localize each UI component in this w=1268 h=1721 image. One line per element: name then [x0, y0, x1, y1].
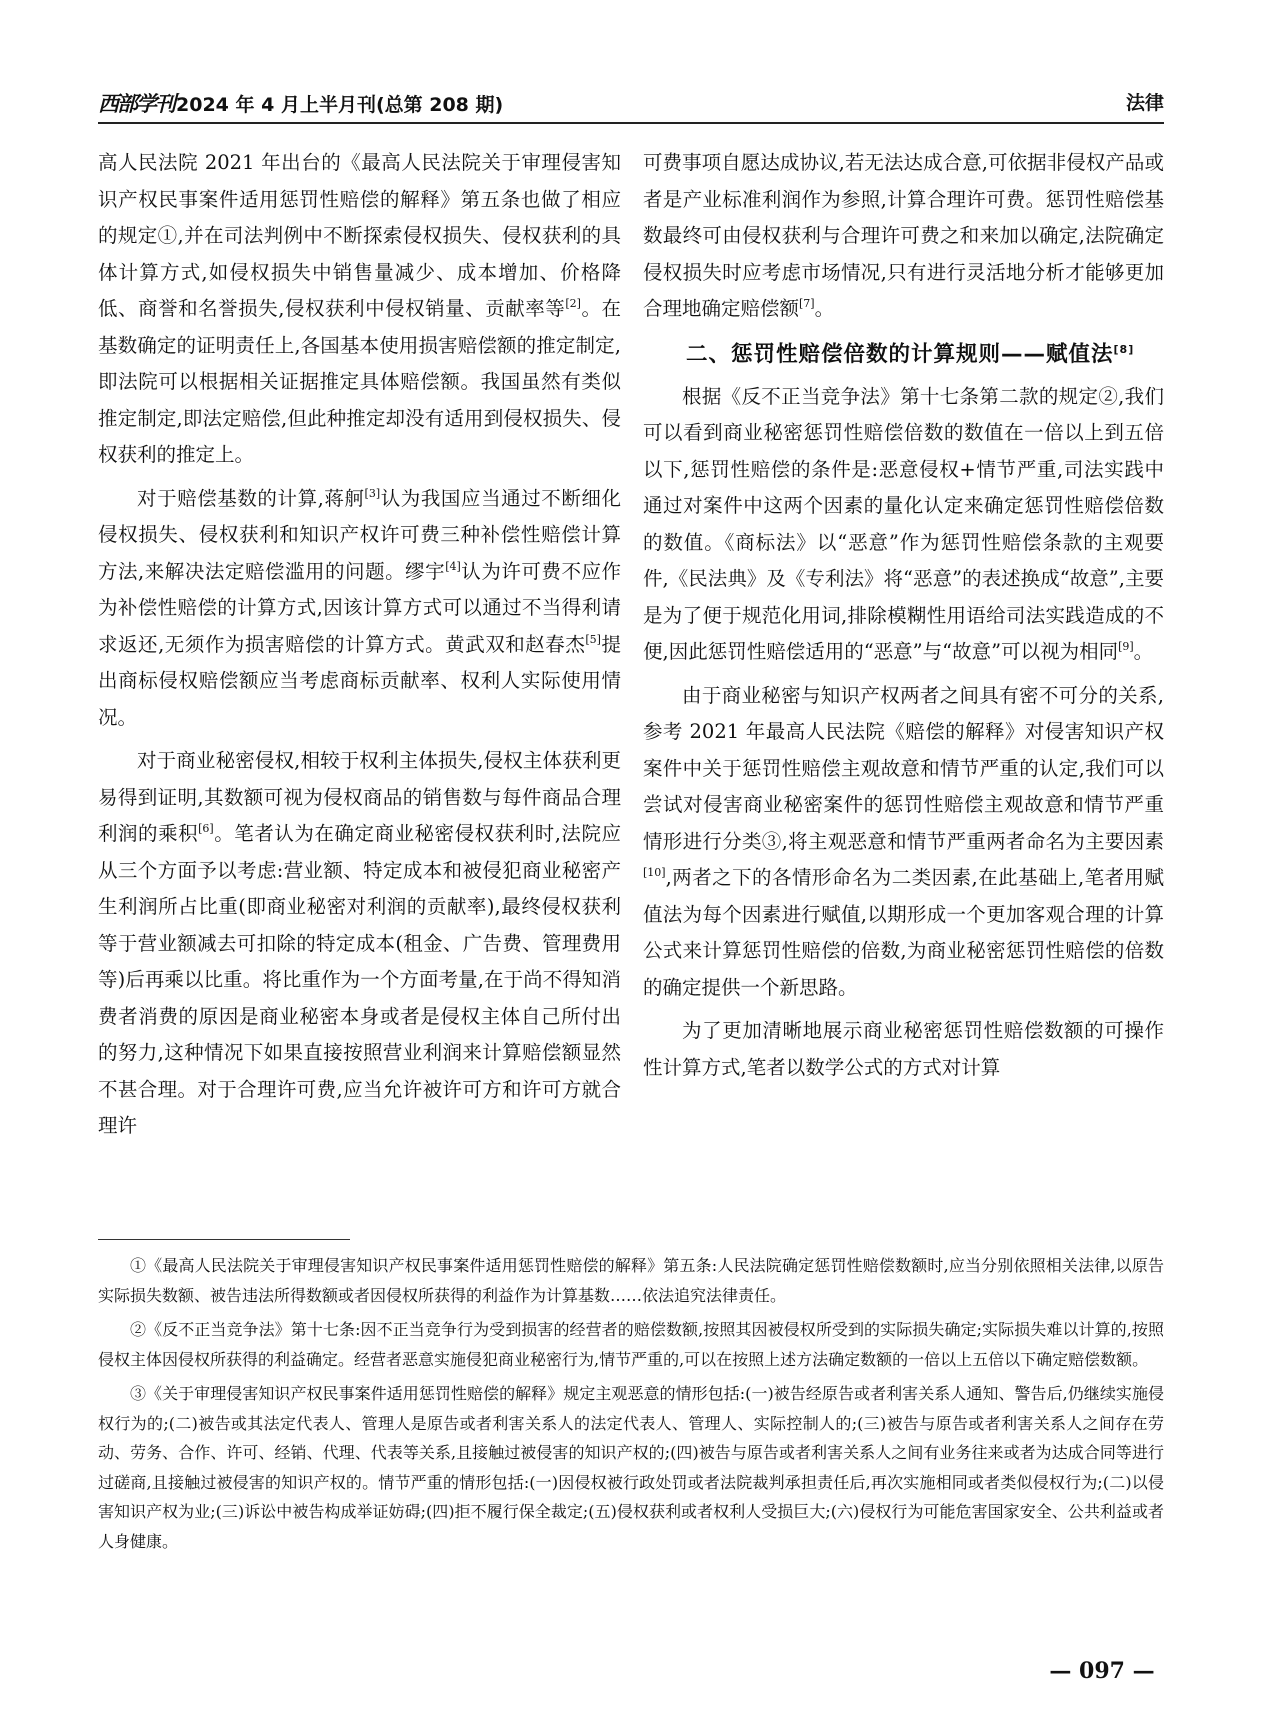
citation: [8] [1113, 342, 1135, 356]
paragraph: 对于商业秘密侵权,相较于权利主体损失,侵权主体获利更易得到证明,其数额可视为侵权商品的销售数与每件商品合理利润的乘积[6]。笔者认为在确定商业秘密侵权获利时,法院应从三个方面予以考虑:营业额、特定成本和被侵犯商业秘密产生利润所占比重(即商业秘密对利润的贡献率),最终侵权获利等于营业额减去可扣除的特定成本(租金、广告费、管理费用等)后再乘以比重。将比重作为一个方面考量,在于尚不得知消费者消费的原因是商业秘密本身或者是侵权主体自己所付出的努力,这种情况下如果直接按照营业利润来计算赔偿额显然不甚合理。对于合理许可费,应当允许被许可方和许可方就合理许 [98, 749, 621, 1137]
paragraph: 根据《反不正当竞争法》第十七条第二款的规定②,我们可以看到商业秘密惩罚性赔偿倍数的数值在一倍以上到五倍以下,惩罚性赔偿的条件是:恶意侵权+情节严重,司法实践中通过对案件中这两个因素的量化认定来确定惩罚性赔偿倍数的数值。《商标法》以“恶意”作为惩罚性赔偿条款的主观要件,《民法典》及《专利法》将“恶意”的表述换成“故意”,主要是为了便于规范化用词,排除模糊性用语给司法实践造成的不便,因此惩罚性赔偿适用的“恶意”与“故意”可以视为相同[9]。 [643, 384, 1164, 663]
citation: [3] [364, 486, 381, 500]
footnote-3: ③《关于审理侵害知识产权民事案件适用惩罚性赔偿的解释》规定主观恶意的情形包括:(一)被告经原告或者利害关系人通知、警告后,仍继续实施侵权行为的;(二)被告或其法定代表人、管理人是原告或者利害关系人的法定代表人、管理人、实际控制人的;(三)被告与原告或者利害关系人之间存在劳动、劳务、合作、许可、经销、代理、代表等关系,且接触过被侵害的知识产权的;(四)被告与原告或者利害关系人之间有业务往来或者为达成合同等进行过磋商,且接触过被侵害的知识产权的。情节严重的情形包括:(一)因侵权被行政处罚或者法院裁判承担责任后,再次实施相同或者类似侵权行为;(二)以侵害知识产权为业;(三)诉讼中被告构成举证妨碍;(四)拒不履行保全裁定;(五)侵权获利或者权利人受损巨大;(六)侵权行为可能危害国家安全、公共利益或者人身健康。 [98, 1384, 1164, 1551]
citation: [5] [585, 632, 601, 646]
paragraph: 对于赔偿基数的计算,蒋舸[3]认为我国应当通过不断细化侵权损失、侵权获利和知识产权许可费三种补偿性赔偿计算方法,来解决法定赔偿滥用的问题。缪宇[4]认为许可费不应作为补偿性赔偿的计算方式,因该计算方式可以通过不当得利请求返还,无须作为损害赔偿的计算方式。黄武双和赵春杰[5]提出商标侵权赔偿额应当考虑商标贡献率、权利人实际使用情况。 [98, 486, 621, 729]
footnotes [98, 1251, 1164, 1561]
running-header [98, 84, 1164, 124]
citation: [10] [643, 866, 666, 879]
journal-logo: 西部学刊 [98, 91, 174, 116]
footnote-1: ①《最高人民法院关于审理侵害知识产权民事案件适用惩罚性赔偿的解释》第五条:人民法院确定惩罚性赔偿数额时,应当分别依照相关法律,以原告实际损失数额、被告违法所得数额或者因侵权所获得的利益作为计算基数……依法追究法律责任。 [98, 1256, 1164, 1305]
paragraph: 高人民法院 2021 年出台的《最高人民法院关于审理侵害知识产权民事案件适用惩罚性赔偿的解释》第五条也做了相应的规定①,并在司法判例中不断探索侵权损失、侵权获利的具体计算方式,如侵权损失中销售量减少、成本增加、价格降低、商誉和名誉损失,侵权获利中侵权销量、贡献率等[2]。在基数确定的证明责任上,各国基本使用损害赔偿额的推定制定,即法院可以根据相关证据推定具体赔偿额。我国虽然有类似推定制定,即法定赔偿,但此种推定却没有适用到侵权损失、侵权获利的推定上。 [98, 151, 621, 466]
citation: [6] [198, 822, 214, 835]
section-label: 法律 [1125, 92, 1164, 114]
section-heading: 二、惩罚性赔偿倍数的计算规则——赋值法[8] [686, 341, 1135, 367]
citation: [9] [1118, 640, 1134, 653]
page-number: — 097 — [1049, 1658, 1155, 1684]
paragraph: 可费事项自愿达成协议,若无法达成合意,可依据非侵权产品或者是产业标准利润作为参照,计算合理许可费。惩罚性赔偿基数最终可由侵权获利与合理许可费之和来加以确定,法院确定侵权损失时应考虑市场情况,只有进行灵活地分析才能够更加合理地确定赔偿额[7]。 [643, 151, 1164, 320]
citation: [7] [799, 297, 815, 310]
header-journal-info [98, 88, 503, 118]
footnote-2: ②《反不正当竞争法》第十七条:因不正当竞争行为受到损害的经营者的赔偿数额,按照其因被侵权所受到的实际损失确定;实际损失难以计算的,按照侵权主体因侵权所获得的利益确定。经营者恶意实施侵犯商业秘密行为,情节严重的,可以在按照上述方法确定数额的一倍以上五倍以下确定赔偿数额。 [98, 1320, 1164, 1369]
citation: [2] [565, 297, 581, 310]
paragraph: 由于商业秘密与知识产权两者之间具有密不可分的关系,参考 2021 年最高人民法院《赔偿的解释》对侵害知识产权案件中关于惩罚性赔偿主观故意和情节严重的认定,我们可以尝试对侵害商业秘密案件的惩罚性赔偿主观故意和情节严重情形进行分类③,将主观恶意和情节严重两者命名为主要因素[10],两者之下的各情形命名为二类因素,在此基础上,笔者用赋值法为每个因素进行赋值,以期形成一个更加客观合理的计算公式来计算惩罚性赔偿的倍数,为商业秘密惩罚性赔偿的倍数的确定提供一个新思路。 [643, 683, 1164, 999]
left-column [98, 145, 621, 1152]
footnote-divider [98, 1239, 350, 1240]
citation: [4] [445, 559, 461, 573]
paragraph: 为了更加清晰地展示商业秘密惩罚性赔偿数额的可操作性计算方式,笔者以数学公式的方式对计算 [643, 1019, 1164, 1079]
right-column [643, 145, 1164, 1093]
issue-label: 2024 年 4 月上半月刊(总第 208 期) [176, 94, 504, 116]
